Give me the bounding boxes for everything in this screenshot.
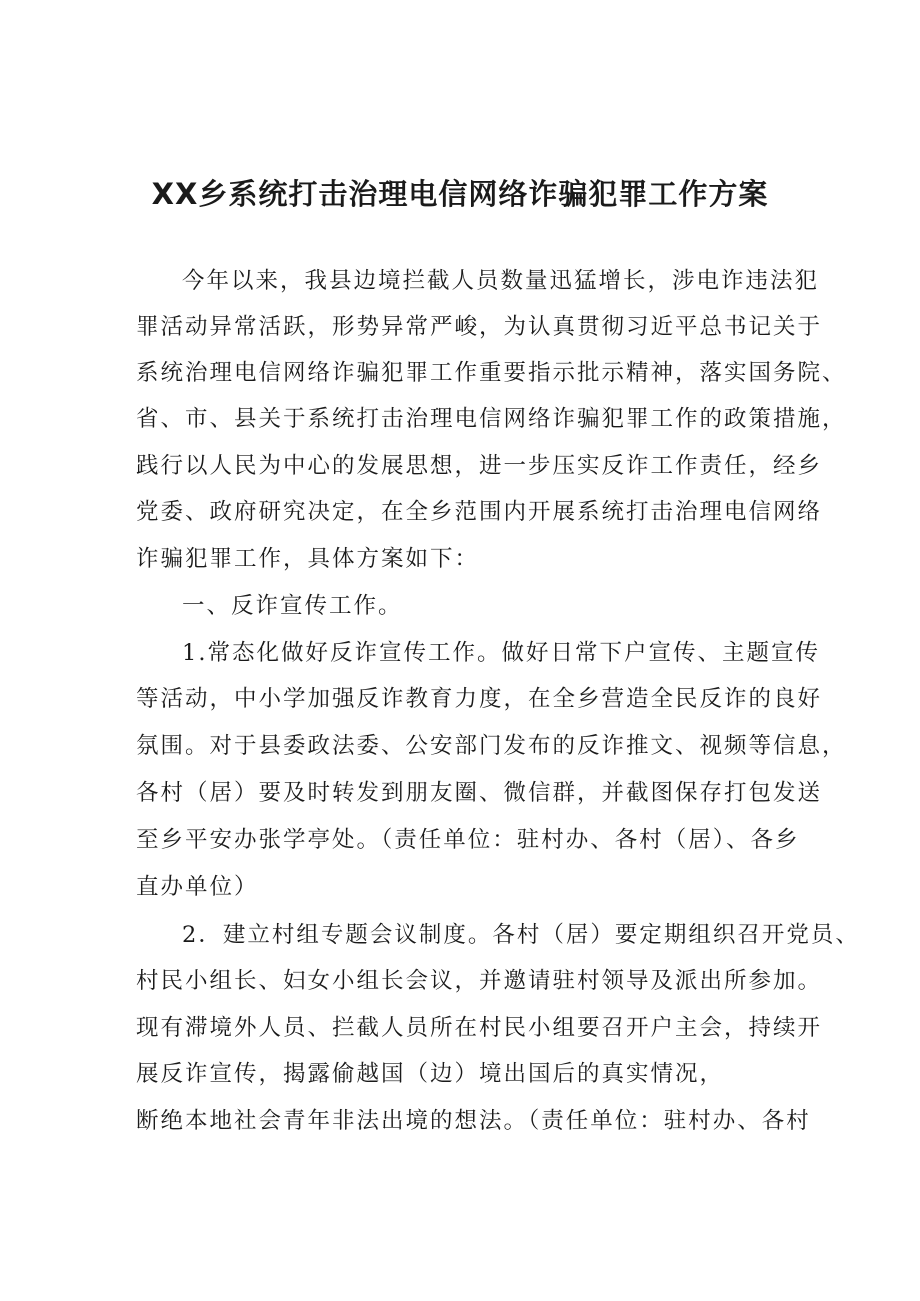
paragraph-line: 展反诈宣传，揭露偷越国（边）境出国后的真实情况，	[136, 1061, 725, 1087]
paragraph-line: 省、市、县关于系统打击治理电信网络诈骗犯罪工作的政策措施，	[136, 406, 847, 432]
paragraph-line: 氛围。对于县委政法委、公安部门发布的反诈推文、视频等信息，	[136, 733, 847, 759]
paragraph-line: 断绝本地社会青年非法出境的想法。（责任单位：驻村办、各村	[136, 1108, 811, 1134]
paragraph-line: 践行以人民为中心的发展思想，进一步压实反诈工作责任，经乡	[136, 453, 823, 479]
paragraph-line: 诈骗犯罪工作，具体方案如下：	[136, 546, 480, 572]
paragraph-line: 2．建立村组专题会议制度。各村（居）要定期组织召开党员、	[182, 922, 860, 948]
paragraph-line: 村民小组长、妇女小组长会议，并邀请驻村领导及派出所参加。	[136, 968, 823, 994]
paragraph-line: 罪活动异常活跃，形势异常严峻，为认真贯彻习近平总书记关于	[136, 314, 823, 340]
section-heading: 一、反诈宣传工作。	[182, 593, 403, 619]
paragraph-line: 系统治理电信网络诈骗犯罪工作重要指示批示精神，落实国务院、	[136, 360, 847, 386]
paragraph-line: 今年以来，我县边境拦截人员数量迅猛增长，涉电诈违法犯	[182, 268, 820, 294]
paragraph-line: 直办单位）	[136, 874, 259, 900]
paragraph-line: 1.常态化做好反诈宣传工作。做好日常下户宣传、主题宣传	[182, 640, 820, 666]
paragraph-line: 党委、政府研究决定，在全乡范围内开展系统打击治理电信网络	[136, 499, 823, 525]
paragraph-line: 至乡平安办张学亭处。（责任单位：驻村办、各村（居）、各乡	[136, 827, 800, 853]
paragraph-line: 等活动，中小学加强反诈教育力度，在全乡营造全民反诈的良好	[136, 686, 823, 712]
paragraph-line: 各村（居）要及时转发到朋友圈、微信群，并截图保存打包发送	[136, 780, 823, 806]
paragraph-line: 现有滞境外人员、拦截人员所在村民小组要召开户主会，持续开	[136, 1015, 823, 1041]
document-title: XX乡系统打击治理电信网络诈骗犯罪工作方案	[151, 177, 769, 211]
